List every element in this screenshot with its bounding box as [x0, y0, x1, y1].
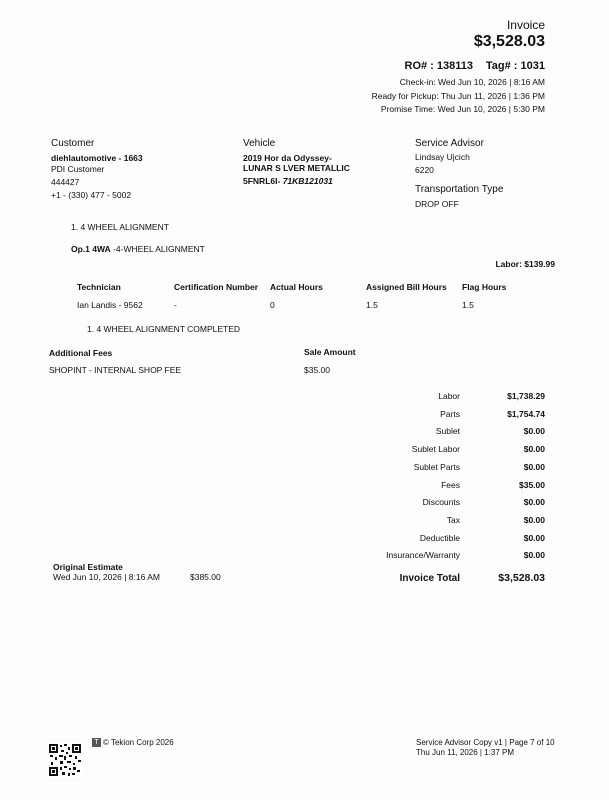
fee-item: SHOPINT - INTERNAL SHOP FEE: [49, 365, 182, 375]
row-flag-hours: 1.5: [462, 300, 474, 310]
estimate-date: Wed Jun 10, 2026 | 8:16 AM: [53, 572, 160, 582]
copyright-text: © Tekion Corp 2026: [103, 738, 174, 747]
col-flag-hours: Flag Hours: [462, 282, 507, 292]
customer-name: diehlautomotive - 1663: [51, 153, 143, 163]
job-title: 1. 4 WHEEL ALIGNMENT: [71, 222, 169, 232]
total-label: Tax: [446, 515, 460, 525]
col-actual-hours: Actual Hours: [270, 282, 323, 292]
estimate-amount: $385.00: [190, 572, 221, 582]
total-value: $0.00: [523, 550, 545, 560]
estimate-heading: Original Estimate: [53, 562, 123, 572]
row-technician: Ian Landis - 9562: [77, 300, 143, 310]
row-bill-hours: 1.5: [366, 300, 378, 310]
op-code: Op.1 4WA: [71, 244, 111, 254]
printed-time: Thu Jun 11, 2026 | 1:37 PM: [416, 748, 514, 757]
customer-heading: Customer: [51, 138, 95, 149]
vehicle-vin: [243, 176, 333, 186]
copyright: [92, 738, 174, 747]
fees-amount-heading: Sale Amount: [304, 347, 356, 357]
col-bill-hours: Assigned Bill Hours: [366, 282, 447, 292]
advisor-name: Lindsay Ujcich: [415, 152, 470, 162]
total-label: Insurance/Warranty: [386, 550, 460, 560]
op-line: [71, 244, 205, 254]
customer-type: PDI Customer: [51, 164, 105, 174]
total-label: Deductible: [419, 533, 460, 543]
total-value: $0.00: [523, 515, 545, 525]
customer-id: 444427: [51, 177, 80, 187]
total-label: Sublet Labor: [411, 444, 460, 454]
op-desc: -4-WHEEL ALIGNMENT: [113, 244, 205, 254]
copy-label: Service Advisor Copy v1 | Page 7 of 10: [416, 738, 555, 747]
doc-type: Invoice: [506, 18, 545, 32]
header-total: $3,528.03: [473, 33, 545, 50]
vehicle-model: 2019 Hor da Odyssey-: [243, 153, 332, 163]
total-value: $1,754.74: [507, 409, 545, 419]
vin-part-b: 71KB121031: [282, 176, 333, 186]
advisor-number: 6220: [415, 165, 434, 175]
ro-number: RO# : 138113: [404, 60, 473, 72]
total-value: $0.00: [523, 533, 545, 543]
total-value: $0.00: [523, 497, 545, 507]
job-completed: 1. 4 WHEEL ALIGNMENT COMPLETED: [87, 324, 241, 334]
total-value: $35.00: [519, 480, 545, 490]
col-technician: Technician: [77, 282, 121, 292]
total-value: $1,738.29: [507, 391, 545, 401]
qr-code-icon: [48, 743, 82, 777]
total-label: Fees: [441, 480, 460, 490]
total-label: Sublet: [435, 426, 460, 436]
col-certification: Certification Number: [174, 282, 259, 292]
ready-time: Ready for Pickup: Thu Jun 11, 2026 | 1:36 PM: [371, 91, 545, 101]
tekion-logo-icon: T: [92, 738, 101, 747]
tag-number: Tag# : 1031: [485, 60, 545, 72]
total-label: Parts: [440, 409, 460, 419]
row-actual-hours: 0: [270, 300, 275, 310]
total-value: $0.00: [523, 444, 545, 454]
fees-heading: Additional Fees: [49, 348, 113, 358]
customer-phone: +1 - (330) 477 - 5002: [51, 190, 132, 200]
job-labor: Labor: $139.99: [495, 259, 555, 269]
total-label: Sublet Parts: [413, 462, 460, 472]
advisor-heading: Service Advisor: [415, 138, 484, 149]
invoice-total-label: Invoice Total: [399, 573, 460, 584]
vehicle-heading: Vehicle: [243, 138, 276, 149]
invoice-total-value: $3,528.03: [498, 572, 545, 584]
vin-part-a: 5FNRL6I-: [243, 176, 281, 186]
transport-value: DROP OFF: [415, 199, 459, 209]
fee-amount: $35.00: [304, 365, 330, 375]
promise-time: Promise Time: Wed Jun 10, 2026 | 5:30 PM: [380, 104, 545, 114]
total-value: $0.00: [523, 426, 545, 436]
vehicle-color: LUNAR S LVER METALLIC: [243, 163, 350, 173]
transport-heading: Transportation Type: [415, 184, 504, 195]
total-value: $0.00: [523, 462, 545, 472]
total-label: Discounts: [422, 497, 460, 507]
row-certification: -: [174, 300, 177, 310]
checkin-time: Check-in: Wed Jun 10, 2026 | 8:16 AM: [399, 77, 545, 87]
total-label: Labor: [438, 391, 460, 401]
